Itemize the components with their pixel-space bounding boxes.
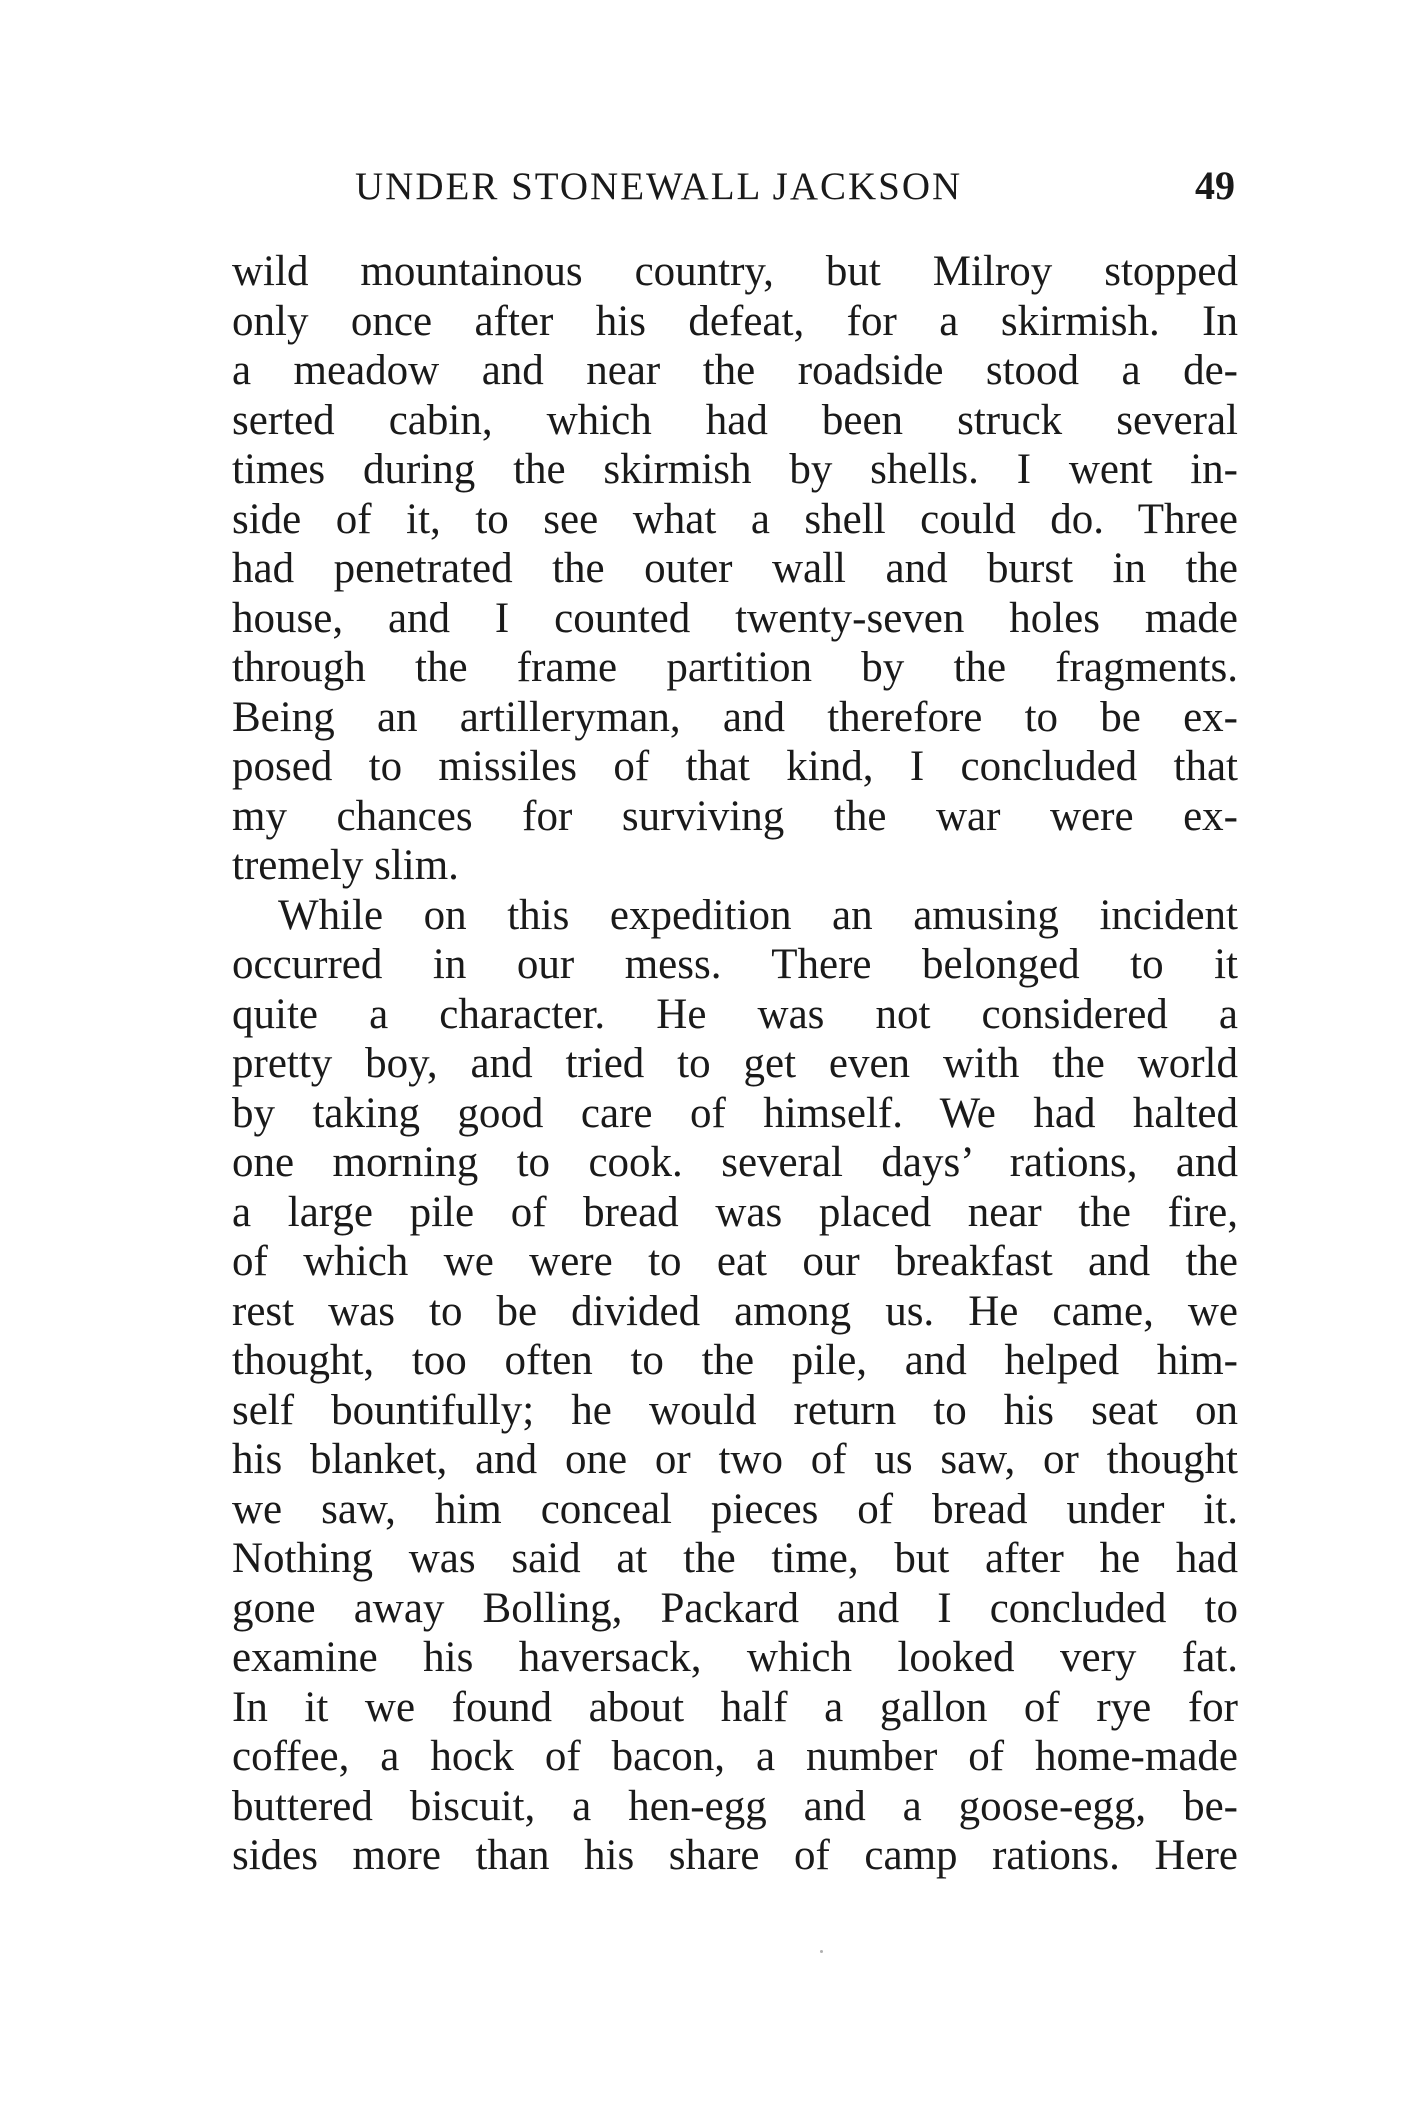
text-line: by taking good care of himself. We had halted	[232, 1089, 1238, 1137]
running-head	[355, 156, 1235, 216]
text-line: only once after his defeat, for a skirmish. In	[232, 297, 1238, 345]
page-number: 49	[1195, 163, 1235, 208]
text-line: tremely slim.	[232, 842, 459, 889]
text-line: Being an artilleryman, and therefore to be ex-	[232, 693, 1238, 741]
text-line: In it we found about half a gallon of rye for	[232, 1683, 1238, 1731]
text-line: one morning to cook. several days’ rations, and	[232, 1139, 1238, 1186]
text-line: quite a character. He was not considered a	[232, 990, 1238, 1038]
text-line: While on this expedition an amusing incident	[278, 891, 1238, 939]
text-line: house, and I counted twenty-seven holes made	[232, 594, 1238, 642]
paragraph	[232, 247, 1238, 891]
text-line: times during the skirmish by shells. I went in-	[232, 446, 1238, 493]
body-text	[232, 247, 1238, 1881]
text-line: self bountifully; he would return to his seat on	[232, 1386, 1238, 1434]
text-line: his blanket, and one or two of us saw, or thought	[232, 1436, 1238, 1483]
text-line: examine his haversack, which looked very fat.	[232, 1634, 1238, 1681]
text-line: occurred in our mess. There belonged to it	[232, 941, 1238, 988]
paper-speck	[820, 1950, 823, 1953]
text-line: Nothing was said at the time, but after he had	[232, 1535, 1238, 1582]
text-line: rest was to be divided among us. He came, we	[232, 1287, 1238, 1335]
text-line: pretty boy, and tried to get even with the world	[232, 1040, 1238, 1087]
text-line: serted cabin, which had been struck several	[232, 396, 1238, 444]
text-line: had penetrated the outer wall and burst in the	[232, 545, 1238, 592]
text-line: posed to missiles of that kind, I concluded that	[232, 743, 1238, 790]
text-line: we saw, him conceal pieces of bread under it.	[232, 1485, 1238, 1533]
paragraph	[232, 891, 1238, 1881]
text-line: buttered biscuit, a hen-egg and a goose-egg, be-	[232, 1782, 1238, 1830]
text-line: side of it, to see what a shell could do. Three	[232, 495, 1238, 543]
text-line: gone away Bolling, Packard and I concluded to	[232, 1584, 1238, 1632]
text-line: a large pile of bread was placed near the fire,	[232, 1188, 1238, 1236]
text-line: of which we were to eat our breakfast and the	[232, 1238, 1238, 1285]
text-line: my chances for surviving the war were ex-	[232, 792, 1238, 840]
text-line: through the frame partition by the fragments.	[232, 644, 1238, 691]
text-line: coffee, a hock of bacon, a number of home-made	[232, 1733, 1238, 1780]
text-line: wild mountainous country, but Milroy stopped	[232, 248, 1238, 295]
text-line: a meadow and near the roadside stood a de-	[232, 347, 1238, 394]
text-line: sides more than his share of camp rations. Here	[232, 1832, 1238, 1879]
running-head-title: UNDER STONEWALL JACKSON	[355, 165, 963, 208]
text-line: thought, too often to the pile, and helped him-	[232, 1337, 1238, 1384]
